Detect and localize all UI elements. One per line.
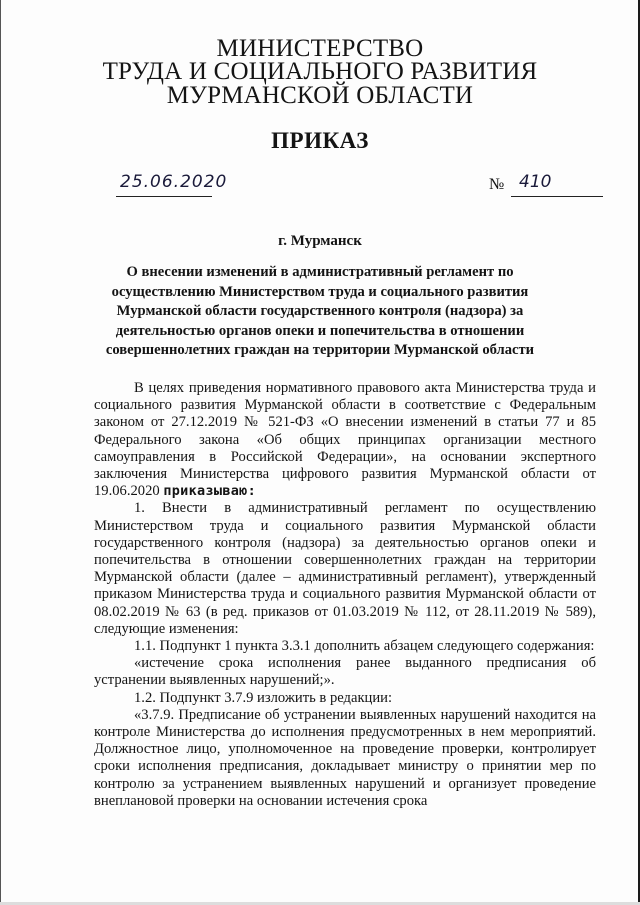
date-field — [116, 170, 228, 197]
document-type-title: ПРИКАЗ — [271, 128, 369, 153]
order-subject: О внесении изменений в административный регламент по осуществлению Министерством труда и социального развития Мурманской области государственного контроля (надзора) за деятельностью органов опеки и попечительства в отношении совершеннолетних граждан на территории Мурманской области — [105, 264, 535, 358]
paragraph-quote-2: «3.7.9. Предписание об устранении выявленных нарушений находится на контроле Министерства до исполнения предусмотренных в нем мероприятий. Должностное лицо, уполномоченное на проведение проверки, контролирует сроки исполнения предписания, докладывает министру о принятии мер по контролю за устранением выявленных нарушений и организует проведение внеплановой проверки на основании истечения срока — [94, 706, 596, 809]
number-sign: № — [489, 176, 505, 193]
paragraph-item-1-1: 1.1. Подпункт 1 пункта 3.3.1 дополнить абзацем следующего содержания: — [134, 638, 595, 655]
handwritten-number: 410 — [519, 172, 552, 192]
order-keyword: приказываю: — [163, 483, 257, 500]
handwritten-date: 25.06.2020 — [120, 172, 228, 192]
ministry-header-line-1: МИНИСТЕРСТВО — [216, 35, 424, 62]
paragraph-quote-1: «истечение срока исполнения ранее выданного предписания об устранении выявленных нарушений;». — [94, 655, 596, 689]
paragraph-item-1-2: 1.2. Подпункт 3.7.9 изложить в редакции: — [134, 689, 393, 706]
ministry-header-line-3: МУРМАНСКОЙ ОБЛАСТИ — [166, 82, 474, 109]
document-body — [94, 380, 596, 810]
city-name: г. Мурманск — [278, 233, 362, 249]
ministry-header-line-2: ТРУДА И СОЦИАЛЬНОГО РАЗВИТИЯ — [102, 58, 538, 85]
paragraph-preamble — [94, 380, 596, 500]
number-underline — [511, 172, 603, 197]
paragraph-item-1: 1. Внести в административный регламент по осуществлению Министерством труда и социального развития Мурманской области государственного контроля (надзора) за деятельностью органов опеки и попечительства в отношении совершеннолетних граждан на территории Мурманской области (далее – административный регламент), утвержденный приказом Министерства труда и социального развития Мурманской области от 08.02.2019 № 63 (в ред. приказов от 01.03.2019 № 112, от 28.11.2019 № 589), следующие изменения: — [94, 500, 596, 637]
preamble-text: В целях приведения нормативного правового акта Министерства труда и социального развития Мурманской области в соответствие с Федеральным законом от 27.12.2019 № 521-ФЗ «О внесении изменений в статьи 77 и 85 Федерального закона «Об общих принципах организации местного самоуправления в Российской Федерации», на основании экспертного заключения Министерства цифрового развития Мурманской области от 19.06.2020 — [94, 380, 596, 500]
